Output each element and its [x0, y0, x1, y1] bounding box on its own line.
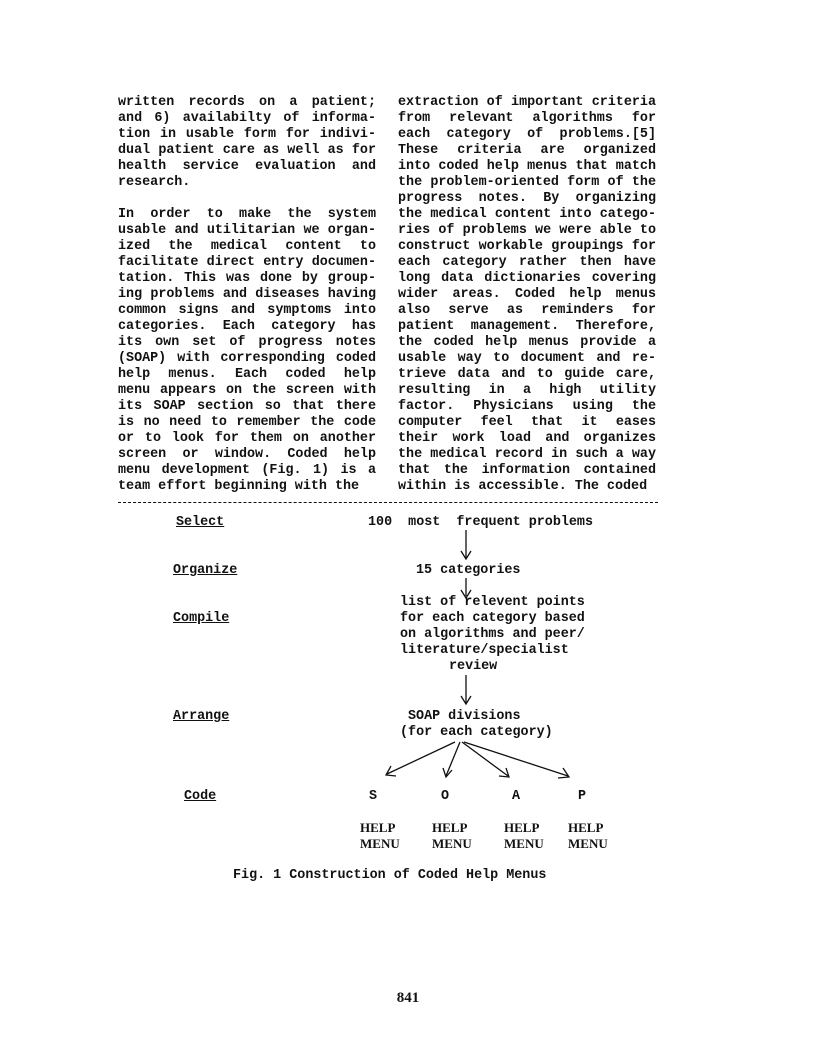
right-column-line: progress notes. By organizing	[398, 191, 656, 206]
page-number: 841	[396, 990, 420, 1006]
left-column-line: In order to make the system	[118, 207, 376, 222]
right-column-line: into coded help menus that match	[398, 159, 656, 174]
help-menu-a-line1: HELP	[504, 820, 540, 835]
compile-line-3: on algorithms and peer/	[400, 627, 585, 642]
figure-caption: Fig. 1 Construction of Coded Help Menus	[233, 868, 547, 883]
right-column-line: These criteria are organized	[398, 143, 656, 158]
arrow-to-o	[446, 742, 460, 776]
help-menu-s-line1: HELP	[360, 820, 396, 835]
right-column-line: trieve data and to guide care,	[398, 367, 656, 382]
soap-letter-s: S	[369, 789, 378, 804]
left-column-line: dual patient care as well as for	[118, 143, 376, 158]
right-column-line: resulting in a high utility	[398, 383, 656, 398]
left-column-line: help menus. Each coded help	[118, 367, 376, 382]
arrowhead-compile-to-arrange	[461, 696, 471, 704]
help-menu-o-line2: MENU	[432, 836, 472, 851]
left-column-line: and 6) availabilty of informa-	[118, 111, 376, 126]
right-column-line: the medical content into catego-	[398, 207, 656, 222]
figure-separator-line	[118, 502, 658, 503]
left-column-line: its own set of progress notes	[118, 335, 376, 350]
left-column-line: team effort beginning with the	[118, 479, 360, 494]
compile-line-2: for each category based	[400, 611, 585, 626]
arrange-line-2: (for each category)	[400, 725, 553, 740]
right-column-line: the medical record in such a way	[398, 447, 656, 462]
soap-letter-a: A	[512, 789, 521, 804]
compile-line-5: review	[449, 659, 498, 674]
left-column-line: categories. Each category has	[118, 319, 376, 334]
left-column-line: research.	[118, 175, 191, 190]
right-column-line: usable way to document and re-	[398, 351, 656, 366]
help-menu-p-line1: HELP	[568, 820, 604, 835]
help-menu-o	[432, 820, 472, 852]
help-menu-p	[568, 820, 608, 852]
help-menu-a	[504, 820, 544, 852]
step-compile-label: Compile	[173, 611, 230, 626]
select-box-text: 100 most frequent problems	[368, 515, 593, 530]
left-column-line: menu appears on the screen with	[118, 383, 376, 398]
right-column-line: long data dictionaries covering	[398, 271, 656, 286]
arrowhead-select-to-organize	[461, 551, 471, 559]
right-column-line: from relevant algorithms for	[398, 111, 656, 126]
arrowhead-to-s	[386, 766, 396, 776]
left-column-line: menu development (Fig. 1) is a	[118, 463, 376, 478]
right-column-line: ries of problems we were able to	[398, 223, 656, 238]
left-column-line: tation. This was done by group-	[118, 271, 376, 286]
left-column-blank-line	[118, 191, 376, 207]
right-column-line: factor. Physicians using the	[398, 399, 656, 414]
step-organize-label: Organize	[173, 563, 238, 578]
right-column-line: within is accessible. The coded	[398, 479, 648, 494]
arrowhead-to-a	[499, 768, 509, 777]
left-column-line: ing problems and diseases having	[118, 287, 376, 302]
compile-line-4: literature/specialist	[400, 643, 569, 658]
left-column-line: screen or window. Coded help	[118, 447, 376, 462]
left-column-line: usable and utilitarian we organ-	[118, 223, 376, 238]
help-menu-s-line2: MENU	[360, 836, 400, 851]
right-column-line: also serve as reminders for	[398, 303, 656, 318]
help-menu-o-line1: HELP	[432, 820, 468, 835]
left-column-line: written records on a patient;	[118, 95, 376, 110]
left-text-column	[118, 95, 376, 495]
right-column-line: construct workable groupings for	[398, 239, 656, 254]
help-menu-p-line2: MENU	[568, 836, 608, 851]
right-column-line: extraction of important criteria	[398, 95, 656, 110]
arrow-to-p	[464, 742, 568, 776]
help-menu-s	[360, 820, 400, 852]
step-arrange-label: Arrange	[173, 709, 230, 724]
arrange-line-1: SOAP divisions	[408, 709, 521, 724]
compile-line-1: list of relevent points	[400, 595, 585, 610]
right-column-line: wider areas. Coded help menus	[398, 287, 656, 302]
step-select-label: Select	[176, 515, 225, 530]
left-column-line: or to look for them on another	[118, 431, 376, 446]
right-text-column	[398, 95, 656, 495]
right-column-line: patient management. Therefore,	[398, 319, 656, 334]
arrow-to-s	[387, 742, 455, 774]
left-column-line: (SOAP) with corresponding coded	[118, 351, 376, 366]
left-column-line: ized the medical content to	[118, 239, 376, 254]
left-column-line: health service evaluation and	[118, 159, 376, 174]
soap-letter-p: P	[578, 789, 587, 804]
left-column-line: tion in usable form for indivi-	[118, 127, 376, 142]
left-column-line: facilitate direct entry documen-	[118, 255, 376, 270]
right-column-line: each category of problems.[5]	[398, 127, 656, 142]
arrow-to-a	[462, 742, 508, 776]
right-column-line: the problem-oriented form of the	[398, 175, 656, 190]
right-column-line: the coded help menus provide a	[398, 335, 656, 350]
soap-letter-o: O	[441, 789, 450, 804]
left-column-line: its SOAP section so that there	[118, 399, 376, 414]
left-column-line: common signs and symptoms into	[118, 303, 376, 318]
organize-box-text: 15 categories	[416, 563, 521, 578]
right-column-line: computer feel that it eases	[398, 415, 656, 430]
right-column-line: their work load and organizes	[398, 431, 656, 446]
step-code-label: Code	[184, 789, 217, 804]
right-column-line: that the information contained	[398, 463, 656, 478]
left-column-line: is no need to remember the code	[118, 415, 376, 430]
arrowhead-to-p	[558, 768, 569, 778]
help-menu-a-line2: MENU	[504, 836, 544, 851]
arrowhead-to-o	[443, 768, 452, 777]
right-column-line: each category rather then have	[398, 255, 656, 270]
